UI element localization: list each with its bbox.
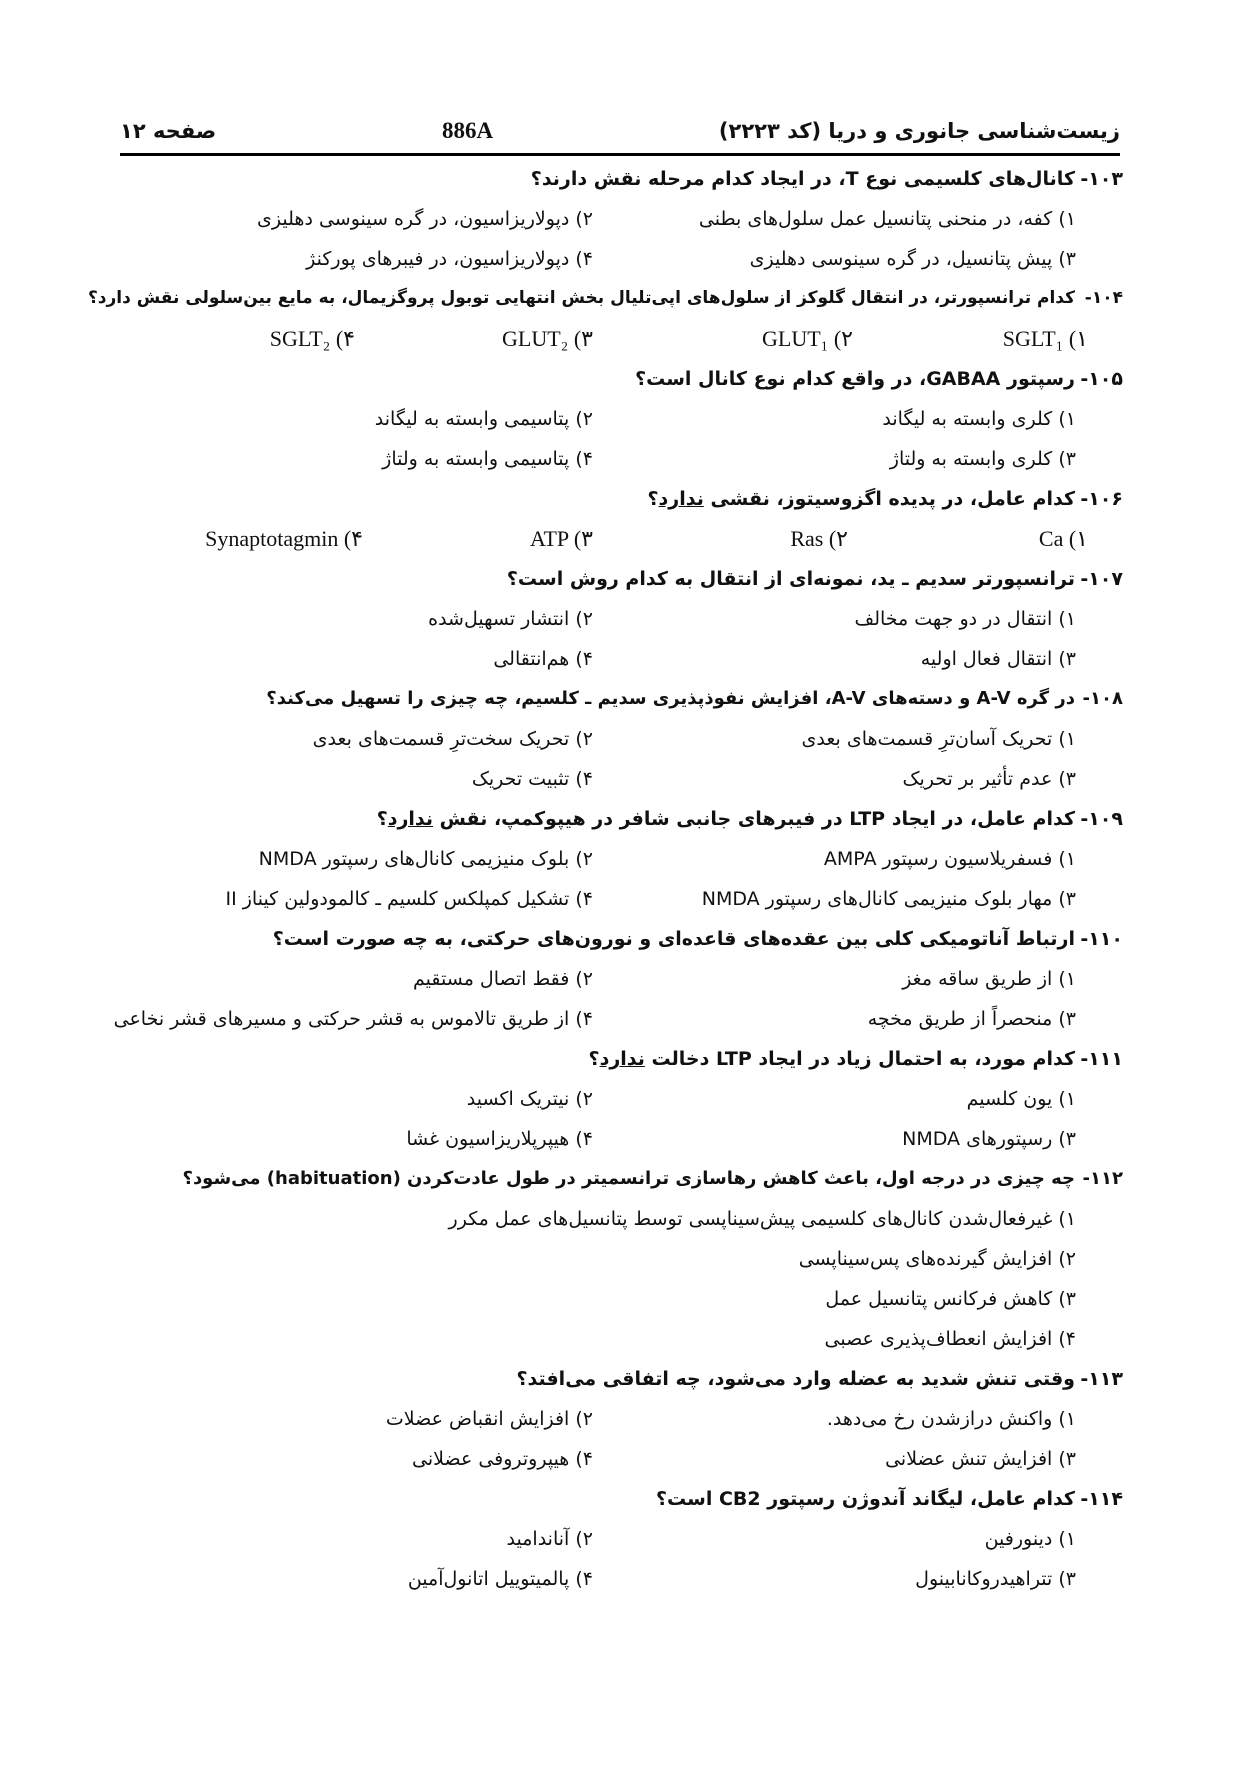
option[interactable]: ۳) منحصراً از طریق مخچه: [867, 1008, 1076, 1030]
negation-word: ندارد: [599, 1048, 645, 1070]
page-header: [120, 110, 1120, 152]
option[interactable]: ۱) فسفریلاسیون رسپتور AMPA: [823, 848, 1076, 870]
option[interactable]: ۴) هم‌انتقالی: [493, 648, 593, 670]
question-number: ۱۰۴-: [1084, 288, 1123, 308]
question-107: [507, 568, 1123, 590]
question-number: ۱۰۸-: [1082, 688, 1123, 709]
option[interactable]: ۳) افزایش تنش عضلانی: [885, 1448, 1076, 1470]
question-mark: ؟: [588, 1048, 600, 1070]
question-112: [183, 1168, 1124, 1189]
option[interactable]: ۲) دپولاریزاسیون، در گره سینوسی دهلیزی: [257, 208, 593, 230]
question-106: [648, 488, 1124, 510]
question-text: کدام عامل، لیگاند آندوژن رسپتور CB2 است؟: [656, 1488, 1075, 1510]
option[interactable]: ۲) افزایش انقباض عضلات: [385, 1408, 593, 1430]
option[interactable]: ۴) افزایش انعطاف‌پذیری عصبی: [824, 1328, 1076, 1350]
option[interactable]: ۳) مهار بلوک منیزیمی کانال‌های رسپتور NMDA: [701, 888, 1076, 910]
option[interactable]: ۴) تشکیل کمپلکس کلسیم ـ کالمودولین کیناز II: [225, 888, 593, 910]
question-text: کدام عامل، در پدیده اگزوسیتوز، نقشی: [703, 488, 1075, 510]
question-text: رسپتور GABAA، در واقع کدام نوع کانال است؟: [635, 368, 1075, 390]
option[interactable]: ۳) تتراهیدروکانابینول: [915, 1568, 1076, 1590]
option[interactable]: ۳) رسپتورهای NMDA: [902, 1128, 1076, 1150]
question-number: ۱۱۳-: [1080, 1368, 1123, 1390]
question-text: کدام ترانسپورتر، در انتقال گلوکز از سلول‌های اپی‌تلیال بخش انتهایی توبول پروگزیمال، به مایع بین‌سلولی نقش دارد؟: [87, 288, 1075, 308]
question-text: وقتی تنش شدید به عضله وارد می‌شود، چه اتفاقی می‌افتد؟: [516, 1368, 1075, 1390]
option[interactable]: ۲) افزایش گیرنده‌های پس‌سیناپسی: [798, 1248, 1076, 1270]
option[interactable]: ۳) کلری وابسته به ولتاژ: [889, 448, 1076, 470]
option[interactable]: ۲) پتاسیمی وابسته به لیگاند: [374, 408, 593, 430]
option[interactable]: Ca (۱: [1038, 526, 1088, 551]
exam-title: زیست‌شناسی جانوری و دریا (کد ۲۲۲۳): [718, 119, 1120, 143]
question-number: ۱۱۰-: [1080, 928, 1123, 950]
option[interactable]: ۳) کاهش فرکانس پتانسیل عمل: [825, 1288, 1076, 1310]
question-text: کانال‌های کلسیمی نوع T، در ایجاد کدام مرحله نقش دارند؟: [530, 168, 1075, 190]
question-number: ۱۰۳-: [1080, 168, 1123, 190]
option[interactable]: ۴) پالمیتوییل اتانول‌آمین: [407, 1568, 593, 1590]
option[interactable]: ۲) نیتریک اکسید: [466, 1088, 593, 1110]
option[interactable]: ۳) انتقال فعال اولیه: [920, 648, 1076, 670]
question-number: ۱۱۴-: [1080, 1488, 1123, 1510]
option[interactable]: ۴) دپولاریزاسیون، در فیبرهای پورکنژ: [306, 248, 593, 270]
question-110: [273, 928, 1123, 950]
option[interactable]: ۱) کفه، در منحنی پتانسیل عمل سلول‌های بطنی: [698, 208, 1076, 230]
option[interactable]: ۴) هیپرپلاریزاسیون غشا: [406, 1128, 593, 1150]
question-text: کدام عامل، در ایجاد LTP در فیبرهای جانبی شافر در هیپوکمپ، نقش: [433, 808, 1075, 830]
option[interactable]: ۱) واکنش درازشدن رخ می‌دهد.: [826, 1408, 1076, 1430]
option[interactable]: ATP (۳: [530, 526, 593, 551]
option[interactable]: Ras (۲: [790, 526, 848, 551]
option[interactable]: GLUT₁ (۲: [762, 326, 853, 351]
page-number: صفحه ۱۲: [120, 119, 217, 143]
question-103: [531, 168, 1123, 190]
question-109: [377, 808, 1123, 830]
option[interactable]: ۲) انتشار تسهیل‌شده: [428, 608, 593, 630]
option[interactable]: ۱) انتقال در دو جهت مخالف: [854, 608, 1076, 630]
option[interactable]: Synaptotagmin (۴: [205, 526, 363, 551]
question-105: [635, 368, 1123, 390]
option[interactable]: ۳) پیش پتانسیل، در گره سینوسی دهلیزی: [749, 248, 1076, 270]
question-111: [589, 1048, 1123, 1070]
option[interactable]: ۱) غیرفعال‌شدن کانال‌های کلسیمی پیش‌سیناپسی توسط پتانسیل‌های عمل مکرر: [448, 1208, 1076, 1230]
question-number: ۱۰۶-: [1080, 488, 1123, 510]
option[interactable]: ۱) کلری وابسته به لیگاند: [882, 408, 1076, 430]
question-113: [516, 1368, 1123, 1390]
option[interactable]: SGLT₂ (۴: [269, 326, 355, 351]
option[interactable]: ۲) آناندامید: [506, 1528, 593, 1550]
option[interactable]: ۲) بلوک منیزیمی کانال‌های رسپتور NMDA: [258, 848, 593, 870]
question-104: [88, 288, 1123, 308]
question-number: ۱۰۹-: [1080, 808, 1123, 830]
option[interactable]: ۴) تثبیت تحریک: [471, 768, 593, 790]
question-number: ۱۰۵-: [1080, 368, 1123, 390]
question-text: کدام مورد، به احتمال زیاد در ایجاد LTP دخالت: [644, 1048, 1075, 1070]
option[interactable]: ۲) فقط اتصال مستقیم: [413, 968, 593, 990]
option[interactable]: ۲) تحریک سخت‌ترِ قسمت‌های بعدی: [312, 728, 593, 750]
booklet-code: 886A: [442, 118, 494, 143]
question-108: [266, 688, 1123, 709]
option[interactable]: ۴) از طریق تالاموس به قشر حرکتی و مسیرهای قشر نخاعی: [113, 1008, 593, 1030]
question-text: ترانسپورتر سدیم ـ ید، نمونه‌ای از انتقال به کدام روش است؟: [506, 568, 1075, 590]
question-text: ارتباط آناتومیکی کلی بین عقده‌های قاعده‌ای و نورون‌های حرکتی، به چه صورت است؟: [272, 928, 1075, 950]
option[interactable]: ۴) پتاسیمی وابسته به ولتاژ: [382, 448, 593, 470]
option[interactable]: ۱) از طریق ساقه مغز: [902, 968, 1076, 990]
question-number: ۱۱۱-: [1080, 1048, 1123, 1070]
question-mark: ؟: [376, 808, 388, 830]
negation-word: ندارد: [387, 808, 434, 830]
question-number: ۱۰۷-: [1080, 568, 1123, 590]
option[interactable]: ۱) یون کلسیم: [966, 1088, 1076, 1110]
question-text: در گره A-V و دسته‌های A-V، افزایش نفوذپذیری سدیم ـ کلسیم، چه چیزی را تسهیل می‌کند؟: [266, 688, 1075, 709]
option[interactable]: ۱) تحریک آسان‌ترِ قسمت‌های بعدی: [801, 728, 1076, 750]
negation-word: ندارد: [658, 488, 704, 510]
option[interactable]: SGLT₁ (۱: [1002, 326, 1088, 351]
question-number: ۱۱۲-: [1082, 1168, 1123, 1189]
option[interactable]: ۳) عدم تأثیر بر تحریک: [902, 768, 1076, 790]
option[interactable]: ۴) هیپروتروفی عضلانی: [412, 1448, 593, 1470]
question-mark: ؟: [647, 488, 659, 510]
option[interactable]: GLUT₂ (۳: [502, 326, 593, 351]
header-divider: [120, 153, 1120, 156]
question-text: چه چیزی در درجه اول، باعث کاهش رهاسازی ترانسمیتر در طول عادت‌کردن (habituation) می‌شود؟: [182, 1168, 1075, 1189]
question-114: [656, 1488, 1123, 1510]
option[interactable]: ۱) دینورفین: [984, 1528, 1076, 1550]
